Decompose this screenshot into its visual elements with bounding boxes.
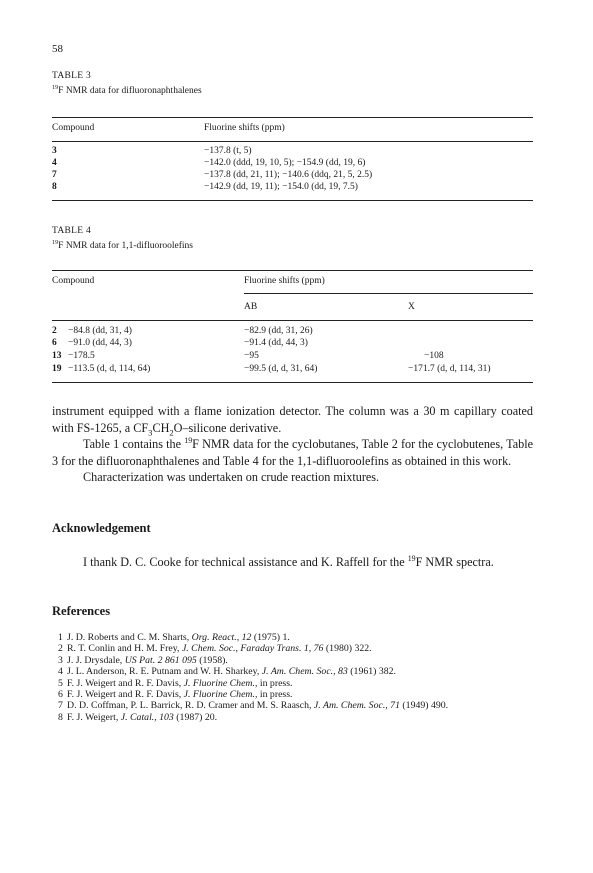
table3-bottom-rule	[52, 200, 533, 201]
reference-detail: (1987) 20.	[173, 711, 218, 723]
table3-row-shifts: −137.8 (dd, 21, 11); −140.6 (ddq, 21, 5, 2.5)	[204, 170, 373, 180]
table4-header-rule	[52, 320, 533, 321]
table4-row-compound: 6	[52, 338, 57, 348]
reference-item	[52, 678, 533, 689]
table4-row-first: −178.5	[68, 351, 95, 361]
reference-journal: J. Am. Chem. Soc., 83	[261, 666, 348, 678]
superscript: 19	[184, 435, 193, 445]
body-p2-rest: F NMR data for the cyclobutanes, Table 2 for the cyclobutenes, Table 3 for the difluoronaphthalenes and Table 4 for the 1,1-difluoroolefins as obtained in this work.	[52, 437, 533, 468]
reference-authors: J. L. Anderson, R. E. Putnam and W. H. Sharkey,	[67, 666, 262, 678]
reference-authors: J. D. Roberts and C. M. Sharts,	[67, 632, 192, 643]
table4-row-compound: 13	[52, 351, 62, 361]
reference-authors: D. D. Coffman, P. L. Barrick, R. D. Cramer and M. S. Raasch,	[67, 700, 314, 712]
table4-row-x: −108	[424, 351, 444, 361]
reference-journal: J. Catal., 103	[120, 711, 174, 723]
table4-col-shifts: Fluorine shifts (ppm)	[244, 276, 325, 286]
reference-journal: J. Am. Chem. Soc., 71	[313, 700, 400, 712]
reference-journal: Org. React., 12	[191, 632, 252, 643]
table4-row-ab: −91.4 (dd, 44, 3)	[244, 338, 308, 348]
table3-row-shifts: −137.8 (t, 5)	[204, 146, 252, 156]
body-paragraph: Characterization was undertaken on crude reaction mixtures.	[83, 470, 380, 484]
table3-row-compound: 3	[52, 146, 57, 156]
table4-shifts-rule	[244, 293, 533, 294]
reference-number: 8	[58, 711, 63, 723]
table4-col-ab: AB	[244, 302, 258, 312]
table3-col-compound: Compound	[52, 123, 95, 133]
reference-item	[52, 643, 533, 654]
table4-row-ab: −82.9 (dd, 31, 26)	[244, 326, 313, 336]
acknowledgement-heading: Acknowledgement	[52, 521, 151, 535]
reference-item	[52, 655, 533, 666]
table3-row-shifts: −142.9 (dd, 19, 11); −154.0 (dd, 19, 7.5)	[204, 182, 358, 192]
reference-number: 6	[58, 689, 63, 701]
reference-detail: (1961) 382.	[347, 666, 396, 678]
reference-number: 7	[58, 700, 63, 712]
acknowledgement-text-b: F NMR spectra.	[415, 555, 494, 569]
reference-item	[52, 712, 533, 723]
references-heading: References	[52, 604, 111, 618]
reference-authors: F. J. Weigert,	[67, 711, 121, 723]
table4-caption	[52, 224, 193, 254]
table4-row-first: −113.5 (d, d, 114, 64)	[68, 364, 151, 374]
reference-journal: J. Fluorine Chem.,	[183, 689, 258, 701]
reference-detail: (1949) 490.	[399, 700, 449, 712]
reference-journal: J. Fluorine Chem.,	[183, 677, 258, 689]
table4-row-compound: 19	[52, 364, 62, 374]
reference-authors: J. J. Drysdale,	[67, 654, 125, 666]
table4-row-ab: −95	[244, 351, 259, 361]
table3-row-compound: 8	[52, 182, 57, 192]
table3-top-rule	[52, 117, 533, 118]
subscript: 3	[148, 426, 153, 437]
body-text	[52, 403, 533, 486]
references-list	[52, 632, 533, 723]
table4-col-x: X	[408, 302, 415, 312]
table3-title-sup: 19	[52, 84, 59, 91]
table3-row-compound: 4	[52, 158, 57, 168]
table4-top-rule	[52, 270, 533, 271]
body-p2-text: Table 1 contains the	[83, 437, 185, 451]
table4-title-sup: 19	[52, 239, 59, 246]
table3-col-shifts: Fluorine shifts (ppm)	[204, 123, 285, 133]
table3-caption	[52, 69, 202, 99]
reference-detail: (1958).	[196, 654, 228, 666]
table4-title	[52, 239, 193, 254]
reference-number: 3	[58, 654, 63, 666]
table3-row-compound: 7	[52, 170, 57, 180]
reference-detail: in press.	[257, 689, 293, 701]
table4-bottom-rule	[52, 382, 533, 383]
reference-number: 2	[58, 643, 63, 655]
acknowledgement-text-a: I thank D. C. Cooke for technical assistance and K. Raffell for the	[83, 555, 408, 569]
reference-number: 4	[58, 666, 63, 678]
reference-item	[52, 666, 533, 677]
table3-title-text: F NMR data for difluoronaphthalenes	[58, 86, 202, 96]
reference-detail: (1975) 1.	[251, 632, 290, 643]
body-p1-text: instrument equipped with a flame ionization detector. The column was a 30 m capillary coated with FS-1265, a CF	[52, 404, 533, 435]
reference-item	[52, 632, 533, 643]
table3-header-rule	[52, 141, 533, 142]
body-p1-end: O–silicone derivative.	[173, 420, 282, 435]
reference-authors: F. J. Weigert and R. F. Davis,	[67, 689, 184, 701]
table4-label: TABLE 4	[52, 226, 92, 236]
reference-detail: (1980) 322.	[323, 643, 372, 655]
reference-authors: F. J. Weigert and R. F. Davis,	[67, 677, 184, 689]
reference-number: 5	[58, 677, 63, 689]
table4-row-ab: −99.5 (d, d, 31, 64)	[244, 364, 318, 374]
table4-col-compound: Compound	[52, 276, 95, 286]
table4-row-first: −91.0 (dd, 44, 3)	[68, 338, 132, 348]
page-number: 58	[52, 43, 63, 55]
acknowledgement-text	[52, 554, 533, 571]
table4-row-x: −171.7 (d, d, 114, 31)	[408, 364, 491, 374]
body-paragraph	[52, 436, 533, 469]
table4-row-first: −84.8 (dd, 31, 4)	[68, 326, 132, 336]
reference-detail: in press.	[257, 677, 293, 689]
table3-title	[52, 84, 202, 99]
reference-item	[52, 700, 533, 711]
body-paragraph	[52, 403, 533, 436]
subscript: 2	[169, 426, 174, 437]
table3-label: TABLE 3	[52, 71, 92, 81]
body-p1-mid: CH	[152, 420, 170, 435]
reference-item	[52, 689, 533, 700]
table4-title-text: F NMR data for 1,1-difluoroolefins	[58, 241, 193, 251]
reference-authors: R. T. Conlin and H. M. Frey,	[67, 643, 182, 655]
superscript: 19	[407, 553, 416, 563]
reference-journal: J. Chem. Soc., Faraday Trans. 1, 76	[181, 643, 324, 655]
table3-row-shifts: −142.0 (ddd, 19, 10, 5); −154.9 (dd, 19, 6)	[204, 158, 366, 168]
reference-journal: US Pat. 2 861 095	[124, 654, 197, 666]
reference-number: 1	[58, 632, 63, 643]
table4-row-compound: 2	[52, 326, 57, 336]
